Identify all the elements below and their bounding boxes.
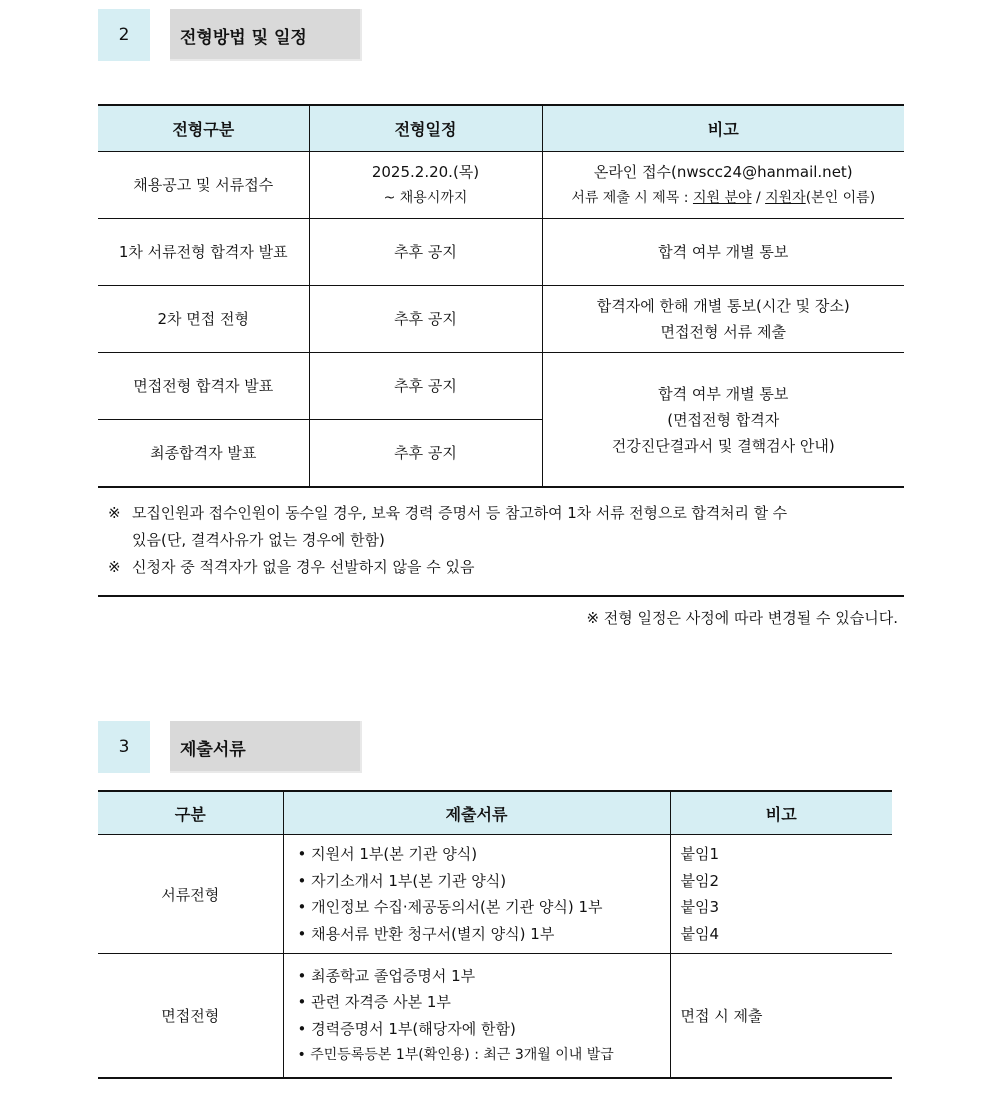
stage-cell: 채용공고 및 서류접수 [98,152,309,219]
schedule-line: ~ 채용시까지 [383,190,468,206]
schedule-cell: 추후 공지 [309,219,542,286]
title-prefix: 서류 제출 시 제목 : [571,190,693,206]
schedule-cell: 추후 공지 [309,286,542,353]
column-header: 구분 [98,791,283,835]
applicant-underlined: 지원자 [765,190,806,206]
stage-cell: 최종합격자 발표 [98,420,309,488]
note-line: 건강진단결과서 및 결핵검사 안내) [611,436,835,455]
document-item: • 관련 자격증 사본 1부 [298,989,670,1016]
table-header-row [98,791,892,835]
document-item: • 채용서류 반환 청구서(별지 양식) 1부 [298,921,670,948]
table-row [98,835,892,954]
schedule-cell [309,152,542,219]
note-text: 모집인원과 접수인원이 동수일 경우, 보육 경력 증명서 등 참고하여 1차 서류 전형으로 합격처리 할 수 [132,504,788,522]
documents-cell [283,954,670,1079]
note-line: 온라인 접수(nwscc24@hanmail.net) [593,163,853,181]
schedule-cell: 추후 공지 [309,353,542,420]
note-line: (면접전형 합격자 [667,410,780,429]
note-cell [542,152,904,219]
note-cell [542,286,904,353]
section-title: 전형방법 및 일정 [170,9,362,61]
remarks-cell [670,835,892,954]
column-header: 비고 [542,105,904,152]
schedule-change-footnote: ※ 전형 일정은 사정에 따라 변경될 수 있습니다. [586,609,898,627]
notes-block [98,500,904,581]
remark-item: 붙임2 [680,871,720,890]
category-cell: 서류전형 [98,835,283,954]
column-header: 전형일정 [309,105,542,152]
divider [98,595,904,597]
title-suffix: (본인 이름) [805,190,876,206]
section-number: 2 [98,9,150,61]
separator: / [751,190,766,206]
stage-cell: 면접전형 합격자 발표 [98,353,309,420]
reference-mark: ※ [108,504,121,522]
section-number: 3 [98,721,150,773]
remark-item: 붙임1 [680,845,720,863]
column-header: 비고 [670,791,892,835]
document-item: • 최종학교 졸업증명서 1부 [298,963,670,990]
remark-item: 붙임4 [680,924,720,943]
note-text: 있음(단, 결격사유가 없는 경우에 한함) [132,531,385,549]
section-title: 제출서류 [170,721,362,773]
note-line: 면접전형 서류 제출 [660,323,786,341]
note-item [98,500,904,554]
column-header: 전형구분 [98,105,309,152]
schedule-line: 2025.2.20.(목) [371,163,480,181]
document-item: • 경력증명서 1부(해당자에 한함) [298,1016,670,1043]
document-item: • 개인정보 수집·제공동의서(본 기관 양식) 1부 [298,894,670,921]
note-line: 합격 여부 개별 통보 [658,384,789,403]
table-row [98,286,904,353]
note-line [543,185,905,211]
table-row [98,954,892,1079]
reference-mark: ※ [108,558,121,576]
table-row [98,353,904,420]
remarks-cell: 면접 시 제출 [670,954,892,1079]
document-item: • 자기소개서 1부(본 기관 양식) [298,868,670,895]
note-cell: 합격 여부 개별 통보 [542,219,904,286]
table-header-row [98,105,904,152]
documents-cell [283,835,670,954]
table-row [98,152,904,219]
schedule-cell: 추후 공지 [309,420,542,488]
note-text: 신청자 중 적격자가 없을 경우 선발하지 않을 수 있음 [132,558,475,576]
category-cell: 면접전형 [98,954,283,1079]
note-item [98,554,904,581]
note-line: 합격자에 한해 개별 통보(시간 및 장소) [596,297,850,315]
stage-cell: 1차 서류전형 합격자 발표 [98,219,309,286]
remark-item: 붙임3 [680,898,720,916]
documents-table [98,790,892,1079]
table-row [98,219,904,286]
column-header: 제출서류 [283,791,670,835]
document-item: • 주민등록등본 1부(확인용) : 최근 3개월 이내 발급 [298,1042,670,1069]
field-underlined: 지원 분야 [692,190,752,206]
schedule-table [98,104,904,488]
merged-note-cell [542,353,904,488]
stage-cell: 2차 면접 전형 [98,286,309,353]
document-item: • 지원서 1부(본 기관 양식) [298,841,670,868]
